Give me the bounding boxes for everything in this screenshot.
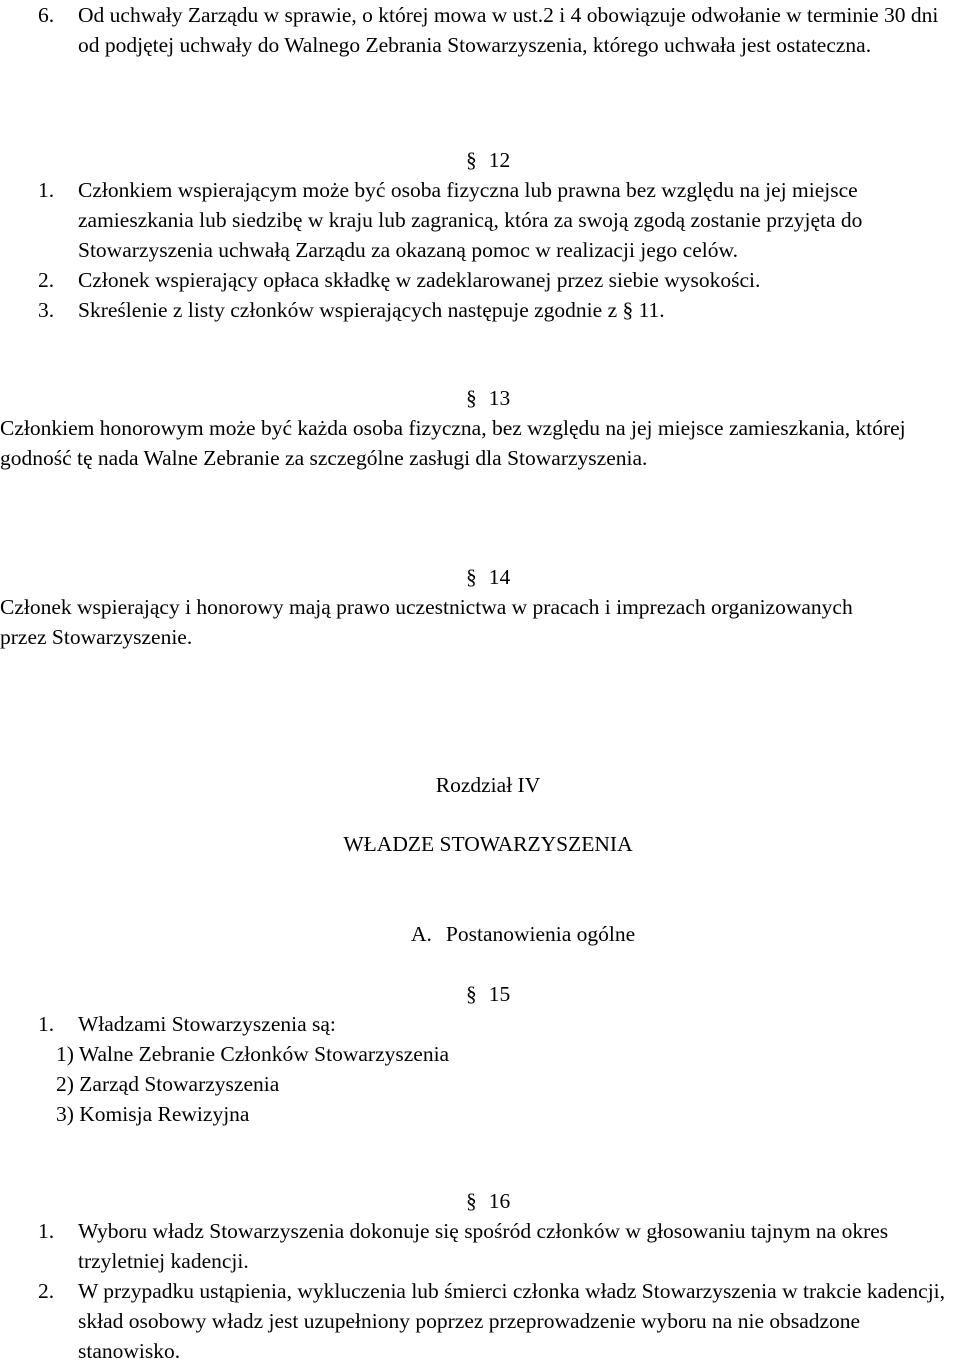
paragraph-number: 12 xyxy=(488,148,511,172)
item-number: 2. xyxy=(38,1279,55,1303)
authority-list-item: 3) Komisja Rewizyjna xyxy=(56,1102,250,1126)
paragraph-16-body xyxy=(0,1216,960,1366)
item-number: 2. xyxy=(38,268,55,292)
top-section xyxy=(0,0,960,60)
chapter-subtitle: WŁADZE STOWARZYSZENIA xyxy=(343,832,633,856)
list-item xyxy=(0,175,958,265)
item-text: Członkiem wspierającym może być osoba fizyczna lub prawna bez względu na jej miejsce zamieszkania lub siedzibę w kraju lub zagranicą, która za swoją zgodą zostanie przyjęta do Stowarzyszenia uchwałą Zarządu za okazaną pomoc w realizacji jego celów. xyxy=(78,178,863,262)
paragraph-number: 16 xyxy=(488,1189,511,1213)
section-sign: § xyxy=(466,386,477,410)
item-text: W przypadku ustąpienia, wykluczenia lub śmierci członka władz Stowarzyszenia w trakcie kadencji, skład osobowy władz jest uzupełniony poprzez przeprowadzenie wyboru na nie obsadzone stanowisko. xyxy=(78,1279,946,1363)
paragraph-heading-14 xyxy=(466,562,510,592)
authority-list-item: 2) Zarząd Stowarzyszenia xyxy=(56,1072,280,1096)
paragraph-13-text: Członkiem honorowym może być każda osoba fizyczna, bez względu na jej miejsce zamieszkania, której godność tę nada Walne Zebranie za szczególne zasługi dla Stowarzyszenia. xyxy=(0,416,906,470)
paragraph-14-text: Członek wspierający i honorowy mają prawo uczestnictwa w pracach i imprezach organizowanych przez Stowarzyszenie. xyxy=(0,595,853,649)
item-text: Władzami Stowarzyszenia są: xyxy=(78,1012,336,1036)
list-item xyxy=(0,1216,960,1276)
item-text: Od uchwały Zarządu w sprawie, o której mowa w ust.2 i 4 obowiązuje odwołanie w terminie 30 dni od podjętej uchwały do Walnego Zebrania Stowarzyszenia, którego uchwała jest ostateczna. xyxy=(78,3,939,57)
paragraph-number: 13 xyxy=(488,386,511,410)
paragraph-12-body xyxy=(0,175,960,325)
paragraph-number: 15 xyxy=(488,982,511,1006)
item-number: 1. xyxy=(38,1219,55,1243)
paragraph-heading-12 xyxy=(466,145,510,175)
item-text: Wyboru władz Stowarzyszenia dokonuje się spośród członków w głosowaniu tajnym na okres trzyletniej kadencji. xyxy=(78,1219,889,1273)
list-item xyxy=(0,0,958,60)
paragraph-15-body xyxy=(0,1009,960,1129)
item-text: Skreślenie z listy członków wspierających następuje zgodnie z § 11. xyxy=(78,298,665,322)
paragraph-heading-15 xyxy=(466,979,510,1009)
section-sign: § xyxy=(466,565,477,589)
list-item xyxy=(0,295,958,325)
chapter-title: Rozdział IV xyxy=(435,773,541,797)
paragraph-heading-16 xyxy=(466,1186,510,1216)
section-letter: A. xyxy=(411,922,432,946)
section-sign: § xyxy=(466,1189,477,1213)
list-item xyxy=(0,1009,960,1039)
section-sign: § xyxy=(466,148,477,172)
section-sign: § xyxy=(466,982,477,1006)
item-text: Członek wspierający opłaca składkę w zadeklarowanej przez siebie wysokości. xyxy=(78,268,761,292)
section-title: Postanowienia ogólne xyxy=(445,922,636,946)
item-number: 3. xyxy=(38,298,55,322)
authority-list-item: 1) Walne Zebranie Członków Stowarzyszenia xyxy=(56,1042,450,1066)
paragraph-number: 14 xyxy=(488,565,511,589)
item-number: 1. xyxy=(38,178,55,202)
item-number: 6. xyxy=(38,3,55,27)
section-heading xyxy=(411,919,635,949)
list-item xyxy=(0,1276,950,1366)
item-number: 1. xyxy=(38,1012,55,1036)
list-item xyxy=(0,265,958,295)
paragraph-heading-13 xyxy=(466,383,510,413)
